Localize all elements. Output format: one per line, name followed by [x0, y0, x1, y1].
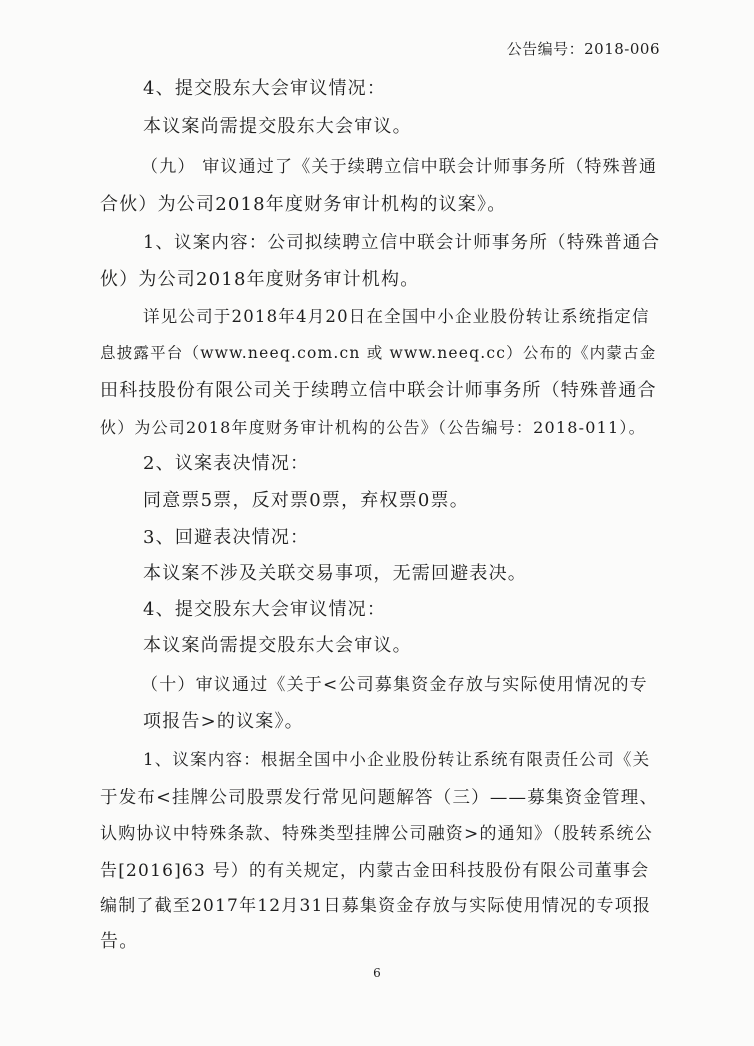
- line-3: （九） 审议通过了《关于续聘立信中联会计师事务所（特殊普通: [141, 157, 658, 177]
- line-7: 详见公司于2018年4月20日在全国中小企业股份转让系统指定信: [143, 307, 650, 326]
- line-18: 项报告>的议案》。: [143, 711, 304, 732]
- line-16: 本议案尚需提交股东大会审议。: [143, 635, 412, 656]
- line-22: 告[2016]63 号）的有关规定，内蒙古金田科技股份有限公司董事会: [100, 861, 650, 881]
- line-10: 伙）为公司2018年度财务审计机构的公告》（公告编号：2018-011）。: [100, 418, 646, 437]
- line-17: （十）审议通过《关于<公司募集资金存放与实际使用情况的专: [141, 675, 648, 695]
- line-19: 1、议案内容：根据全国中小企业股份转让系统有限责任公司《关: [143, 750, 651, 769]
- line-20: 于发布<挂牌公司股票发行常见问题解答（三）——募集资金管理、: [100, 788, 659, 808]
- line-21: 认购协议中特殊条款、特殊类型挂牌公司融资>的通知》（股转系统公: [100, 824, 653, 844]
- line-24: 告。: [100, 931, 139, 952]
- line-11: 2、议案表决情况：: [143, 453, 310, 474]
- line-14: 本议案不涉及关联交易事项，无需回避表决。: [143, 563, 527, 584]
- line-23: 编制了截至2017年12月31日募集资金存放与实际使用情况的专项报: [100, 896, 652, 916]
- announcement-number: 公告编号：2018-006: [506, 40, 660, 58]
- line-15: 4、提交股东大会审议情况：: [143, 599, 387, 620]
- page-number: 6: [373, 966, 381, 980]
- line-8: 息披露平台（www.neeq.com.cn 或 www.neeq.cc）公布的《内蒙古金: [100, 344, 657, 362]
- line-5: 1、议案内容：公司拟续聘立信中联会计师事务所（特殊普通合: [143, 233, 661, 253]
- line-2: 本议案尚需提交股东大会审议。: [143, 116, 412, 137]
- line-9: 田科技股份有限公司关于续聘立信中联会计师事务所（特殊普通合: [100, 380, 657, 401]
- line-13: 3、回避表决情况：: [143, 527, 310, 548]
- line-12: 同意票5票，反对票0票，弃权票0票。: [143, 490, 469, 511]
- line-4: 合伙）为公司2018年度财务审计机构的议案》。: [100, 194, 507, 215]
- line-6: 伙）为公司2018年度财务审计机构。: [100, 269, 420, 290]
- line-1: 4、提交股东大会审议情况：: [143, 78, 387, 99]
